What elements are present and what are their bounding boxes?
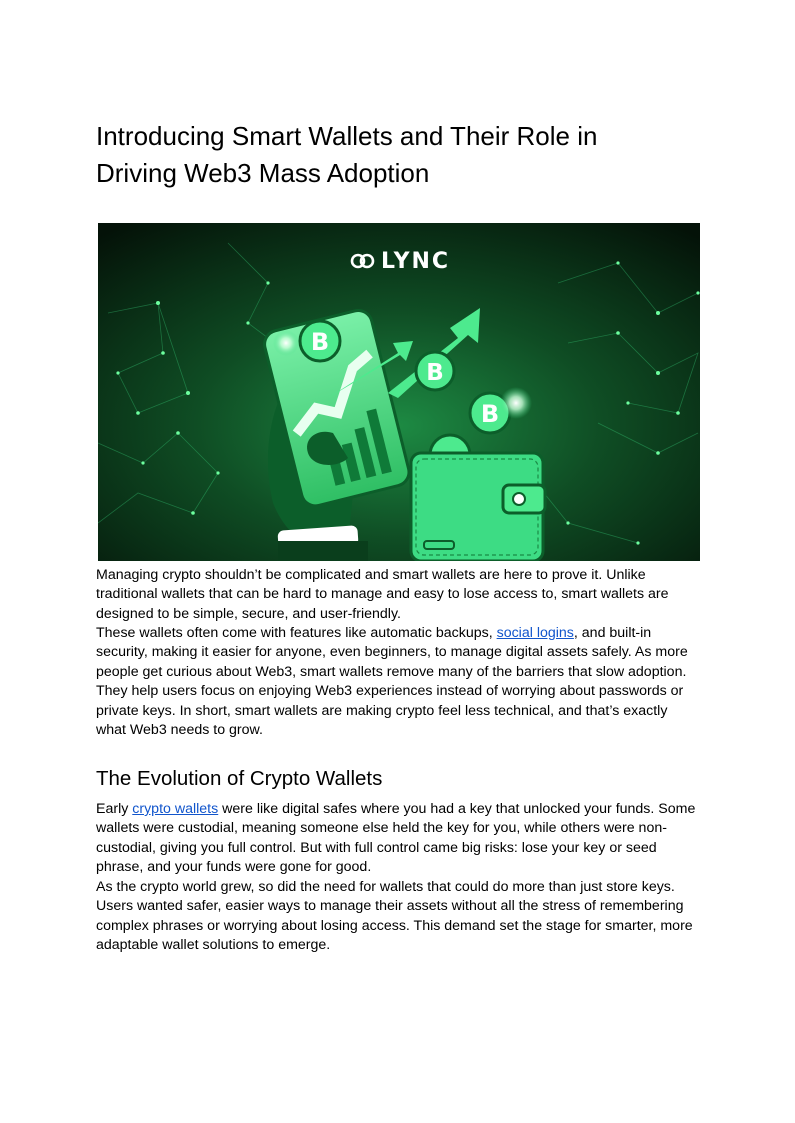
bitcoin-coin-icon: [300, 321, 340, 361]
hero-brand: LYNC: [381, 249, 451, 274]
svg-text:B: B: [426, 360, 444, 386]
section-heading: The Evolution of Crypto Wallets: [96, 767, 383, 790]
title-line-2: Driving Web3 Mass Adoption: [96, 158, 430, 188]
demand-paragraph: As the crypto world grew, so did the need for wallets that could do more than just store keys. Users wanted safer, easier ways to manage their assets without all the stress of remembering complex phrases or worrying about losing access. This demand set the stage for smarter, more adaptable wallet solutions to emerge.: [96, 879, 693, 954]
paragraph-text: , and built-in security, making it easier for anyone, even beginners, to manage digital assets safely. As more people get curious about Web3, smart wallets remove many of the barriers that slow adoption. They help users focus on enjoying Web3 experiences instead of worrying about passwords or private keys. In short, smart wallets are making crypto feel less technical, and that’s exactly what Web3 needs to grow.: [96, 625, 688, 739]
wallet-icon: [411, 435, 545, 561]
bitcoin-coin-icon: [416, 352, 454, 390]
title-line-1: Introducing Smart Wallets and Their Role in: [96, 121, 598, 151]
features-paragraph: [96, 624, 701, 740]
svg-text:B: B: [310, 328, 330, 356]
intro-paragraph: Managing crypto shouldn’t be complicated and smart wallets are here to prove it. Unlike traditional wallets that can be hard to manage and easy to lose access to, smart wallets are designed to be simple, secure, and user-friendly.: [96, 567, 669, 622]
crypto-wallets-link[interactable]: crypto wallets: [132, 801, 219, 817]
svg-text:B: B: [480, 400, 500, 428]
paragraph-text: were like digital safes where you had a key that unlocked your funds. Some wallets were custodial, meaning someone else held the key for you, while others were non-custodial, giving you full control. But with full control came big risks: lose your key or seed phrase, and your funds were gone for good.: [96, 801, 696, 876]
history-paragraph: [96, 800, 701, 878]
paragraph-text: These wallets often come with features like automatic backups,: [96, 625, 497, 641]
social-logins-link[interactable]: social logins: [496, 625, 574, 641]
paragraph-text: Early: [96, 801, 133, 817]
hero-illustration: [98, 223, 700, 561]
article-title: [96, 118, 701, 192]
